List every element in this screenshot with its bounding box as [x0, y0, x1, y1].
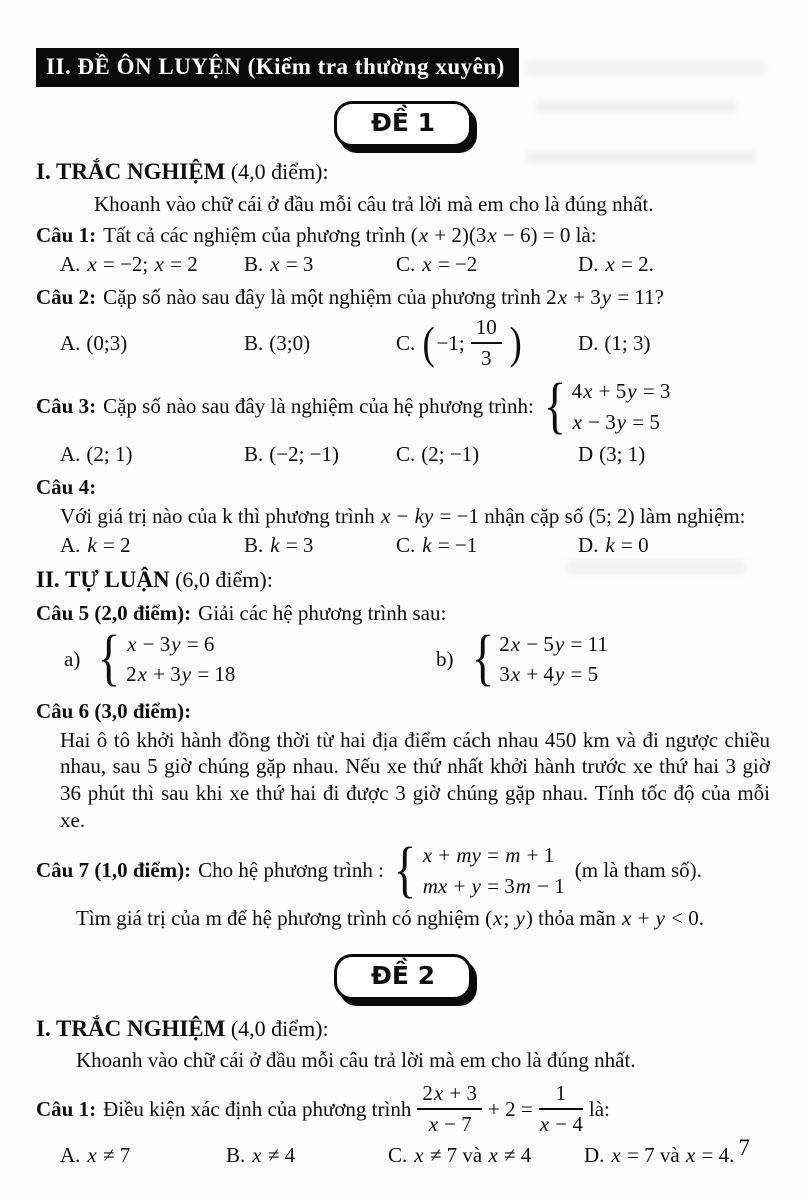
de2-mcq-title: I. TRẮC NGHIỆM: [36, 1015, 226, 1041]
de1-q1-label: Câu 1:: [36, 222, 97, 247]
de2-q1-label: Câu 1:: [36, 1096, 97, 1121]
de1-q6-label: Câu 6 (3,0 điểm):: [36, 698, 192, 723]
option-c: C. (2; −1): [396, 442, 480, 466]
de1-q4-formula: x − ky = −1: [380, 503, 479, 528]
de1-q4-options: [36, 532, 770, 559]
option-d: D. (1; 3): [578, 330, 651, 355]
de1-q7-text: Cho hệ phương trình :: [198, 858, 384, 883]
de1-q5-text: Giải các hệ phương trình sau:: [198, 600, 447, 625]
system-b: b) { 2x − 5y = 11 3x + 4y = 5: [436, 624, 608, 693]
de2-badge-row: [36, 954, 770, 1000]
equation-system: [540, 371, 671, 440]
system-brace: {: [471, 624, 494, 693]
de2-mcq-points: (4,0 điểm):: [230, 1015, 329, 1041]
de1-q7-line2: Tìm giá trị của m để hệ phương trình có nghiệm (x; y) thỏa mãn x + y < 0.: [76, 905, 705, 930]
equation-system: { x + my = m + 1 mx + y = 3m − 1: [393, 835, 565, 904]
de1-q6-body: Hai ô tô khởi hành đồng thời từ hai địa điểm cách nhau 450 km và đi ngược chiều nhau, sau 5 giờ chúng gặp nhau. Nếu xe thứ nhất khởi hành trước xe thứ hai 3 giờ 36 phút thì sau khi xe thứ hai đi được 3 giờ chúng gặp nhau. Tính tốc độ của mỗi xe.: [60, 727, 770, 833]
option-c: C. x ≠ 7 và x ≠ 4: [388, 1142, 532, 1167]
de2-q1-line: [36, 1080, 770, 1138]
de1-q3-options: [36, 441, 770, 468]
option-b: B. x = 3: [244, 251, 314, 276]
de2-q1-mid: + 2 =: [488, 1096, 533, 1121]
de1-badge-row: [36, 101, 770, 147]
de1-q2-tail: ?: [654, 284, 664, 309]
de1-q1-tail: là:: [570, 222, 597, 247]
de1-essay-heading: [36, 565, 770, 594]
option-a: A. (2; 1): [60, 442, 133, 466]
option-d: D. k = 0: [578, 532, 649, 557]
fraction: $\frac{1}{x - 4}$: [539, 1081, 583, 1136]
option-c: C. k = −1: [396, 532, 478, 557]
option-b: B. k = 3: [244, 532, 314, 557]
de1-q1-formula: (x + 2)(3x − 6) = 0: [410, 222, 571, 247]
option-a: A. x ≠ 7: [60, 1142, 131, 1167]
de1-q4-label: Câu 4:: [36, 474, 97, 499]
option-c: C. ( −1; $\frac{10}{3}$ ): [396, 315, 522, 371]
option-a: A. x = −2; x = 2: [60, 251, 198, 276]
de1-q2-formula: 2x + 3y = 11: [546, 284, 655, 309]
de1-q2-line: [36, 284, 770, 311]
option-d: D. x = 7 và x = 4.: [584, 1142, 735, 1167]
de1-q1-options: [36, 251, 770, 278]
option-c: C. x = −2: [396, 251, 478, 276]
bleed-through-artifact: [526, 60, 766, 76]
option-b: B. (−2; −1): [244, 442, 340, 466]
option-b: B. x ≠ 4: [226, 1142, 296, 1167]
de1-q5-label: Câu 5 (2,0 điểm):: [36, 600, 192, 625]
de1-q5-line: [36, 600, 770, 627]
page-number: 7: [738, 1134, 750, 1160]
de1-mcq-title: I. TRẮC NGHIỆM: [36, 159, 226, 185]
de1-instruction: Khoanh vào chữ cái ở đầu mỗi câu trả lời mà em cho là đúng nhất.: [94, 191, 654, 216]
section-banner: II. ĐỀ ÔN LUYỆN (Kiểm tra thường xuyên): [36, 48, 519, 87]
de1-q4-text: Với giá trị nào của k thì phương trình: [60, 503, 380, 528]
de1-q2-label: Câu 2:: [36, 284, 97, 309]
de1-mcq-points: (4,0 điểm):: [230, 159, 329, 185]
de1-essay-title: II. TỰ LUẬN: [36, 566, 170, 592]
de1-q5-systems: [64, 624, 770, 693]
de1-essay-points: (6,0 điểm):: [175, 566, 273, 592]
left-paren: (: [422, 316, 436, 368]
system-brace: {: [543, 371, 566, 440]
de2-q1-options: [36, 1142, 770, 1169]
de1-q1-text: Tất cả các nghiệm của phương trình: [103, 222, 411, 247]
system-brace: {: [393, 835, 417, 904]
right-paren: ): [509, 316, 522, 368]
option-a: A. k = 2: [60, 532, 131, 557]
option-d: D. x = 2.: [578, 251, 654, 276]
de1-q1-line: [36, 222, 770, 249]
de1-q3-label: Câu 3:: [36, 394, 97, 419]
de2-q1-text: Điều kiện xác định của phương trình: [103, 1096, 412, 1121]
de1-q2-text: Cặp số nào sau đây là một nghiệm của phương trình: [103, 284, 547, 309]
de1-q3-text: Cặp số nào sau đây là nghiệm của hệ phương trình:: [103, 394, 534, 419]
system-brace: {: [98, 624, 121, 693]
de1-q6-heading: [36, 698, 770, 725]
de1-q7-label: Câu 7 (1,0 điểm):: [36, 858, 192, 883]
de1-badge: ĐỀ 1: [334, 101, 472, 147]
system-eq1: 4x + 5y = 3: [571, 379, 671, 404]
fraction: $\frac{10}{3}$: [471, 314, 502, 372]
de1-q2-options: [36, 314, 770, 372]
de2-instruction: Khoanh vào chữ cái ở đầu mỗi câu trả lời mà em cho là đúng nhất.: [76, 1048, 636, 1073]
de2-badge: ĐỀ 2: [334, 954, 472, 1000]
system-a: a) { x − 3y = 6 2x + 3y = 18: [64, 624, 236, 693]
de1-mcq-heading: [36, 157, 770, 186]
de2-mcq-heading: [36, 1014, 770, 1043]
de1-q4-line: [60, 503, 770, 530]
option-d: D (3; 1): [578, 442, 646, 466]
de1-q4-heading: [36, 474, 770, 501]
de1-q4-tail: nhận cặp số (5; 2) làm nghiệm:: [478, 503, 746, 528]
fraction: $\frac{2x + 3}{x - 7}$: [417, 1080, 482, 1138]
de2-q1-tail: là:: [588, 1096, 610, 1121]
system-eq2: x − 3y = 5: [572, 409, 660, 434]
de1-q7-note: (m là tham số).: [574, 858, 702, 883]
option-b: B. (3;0): [244, 330, 311, 355]
de1-q7-line: [36, 835, 770, 904]
de1-q3-line: [36, 371, 770, 440]
option-a: A. (0;3): [60, 330, 128, 355]
